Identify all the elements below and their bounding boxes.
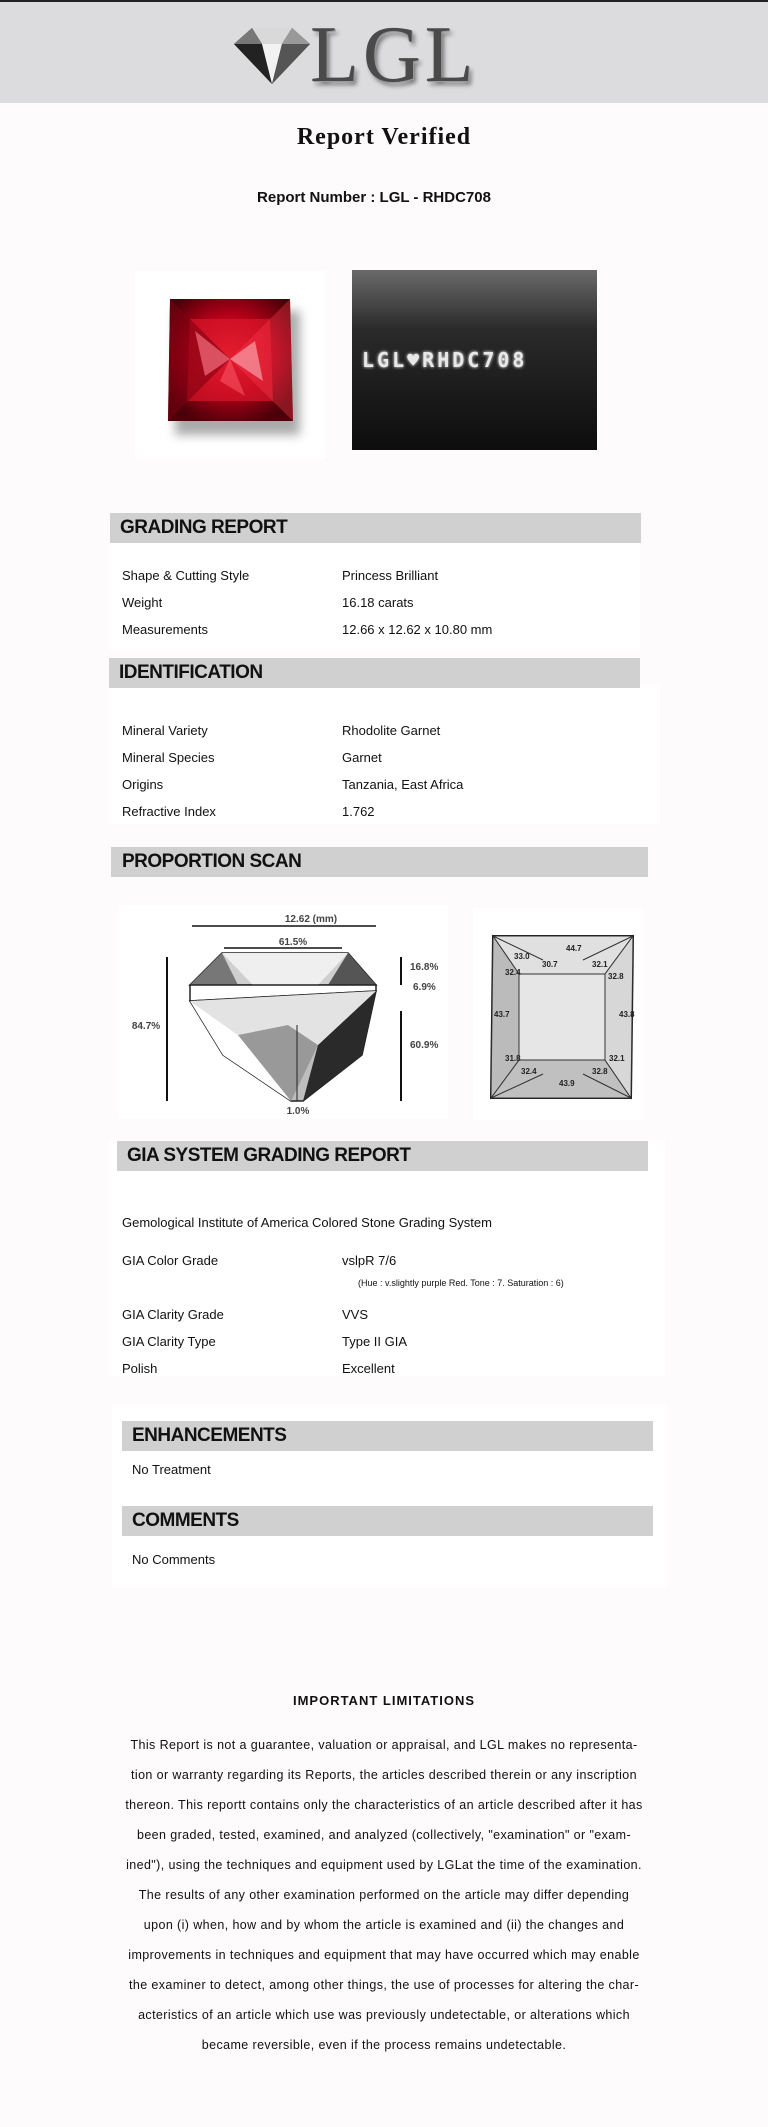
id-label-0: Mineral Variety	[122, 723, 208, 738]
top-val-4: 32.1	[592, 960, 608, 969]
gia-color-note: (Hue : v.slightly purple Red. Tone : 7. Saturation : 6)	[358, 1278, 564, 1288]
gia-value-0: vslpR 7/6	[342, 1253, 397, 1268]
scan-crown-label: 16.8%	[410, 962, 439, 973]
lgl-logo[interactable]	[232, 11, 492, 99]
top-val-10: 32.4	[521, 1067, 537, 1076]
inscription-photo	[352, 270, 597, 450]
top-val-0: 33.0	[514, 952, 530, 961]
id-label-3: Refractive Index	[122, 804, 216, 819]
limitations-line: the examiner to detect, among other things, the use of processes for altering the char-	[128, 1978, 640, 1992]
id-label-1: Mineral Species	[122, 750, 215, 765]
top-val-1: 44.7	[566, 944, 582, 953]
limitations-line: This Report is not a guarantee, valuation or appraisal, and LGL makes no representa-	[130, 1738, 638, 1752]
grading-value-1: 16.18 carats	[342, 595, 414, 610]
scan-depth-label: 84.7%	[131, 1021, 161, 1032]
top-val-8: 31.8	[505, 1054, 521, 1063]
top-view-diagram	[473, 908, 643, 1120]
id-value-1: Garnet	[342, 750, 382, 765]
enhancements-heading: ENHANCEMENTS	[122, 1421, 653, 1451]
id-value-2: Tanzania, East Africa	[342, 777, 464, 792]
gia-heading: GIA SYSTEM GRADING REPORT	[117, 1141, 648, 1171]
header-bar	[0, 0, 768, 103]
gia-subtitle: Gemological Institute of America Colored Stone Grading System	[122, 1215, 492, 1230]
limitations-line: ined"), using the techniques and equipment used by LGLat the time of the examination.	[126, 1858, 642, 1872]
limitations-line: thereon. This reportt contains only the characteristics of an article described after it has	[125, 1798, 643, 1812]
diamond-icon	[232, 22, 312, 86]
scan-width-label: 12.62 (mm)	[284, 914, 338, 925]
top-val-5: 32.8	[608, 972, 624, 981]
grading-label-0: Shape & Cutting Style	[122, 568, 250, 583]
comments-heading: COMMENTS	[122, 1506, 653, 1536]
limitations-line: acteristics of an article which use was previously undetectable, or alterations which	[138, 2008, 630, 2022]
gia-value-3: Excellent	[342, 1361, 395, 1376]
limitations-line: tion or warranty regarding its Reports, the articles described therein or any inscription	[131, 1768, 637, 1782]
grading-label-2: Measurements	[122, 622, 208, 637]
limitations-line: became reversible, even if the process remains undetectable.	[201, 2038, 567, 2052]
id-value-0: Rhodolite Garnet	[342, 723, 441, 738]
gia-label-3: Polish	[122, 1361, 158, 1376]
scan-table-label: 61.5%	[278, 937, 308, 948]
comments-text: No Comments	[132, 1552, 216, 1567]
gemstone-photo	[135, 271, 326, 459]
limitations-line: improvements in techniques and equipment that may have occurred which may enable	[128, 1948, 640, 1962]
top-val-3: 30.7	[542, 960, 558, 969]
id-label-2: Origins	[122, 777, 164, 792]
grading-value-2: 12.66 x 12.62 x 10.80 mm	[342, 622, 493, 637]
gia-label-0: GIA Color Grade	[122, 1253, 219, 1268]
gia-label-2: GIA Clarity Type	[122, 1334, 216, 1349]
top-val-2: 32.4	[505, 968, 521, 977]
identification-heading: IDENTIFICATION	[109, 658, 640, 688]
grading-value-0: Princess Brilliant	[342, 568, 439, 583]
page-title: Report Verified	[296, 124, 472, 150]
top-val-7: 43.8	[619, 1010, 635, 1019]
scan-girdle-label: 6.9%	[413, 982, 436, 993]
top-val-12: 43.9	[559, 1079, 575, 1088]
gia-value-1: VVS	[342, 1307, 369, 1322]
gia-label-1: GIA Clarity Grade	[122, 1307, 224, 1322]
limitations-line: The results of any other examination performed on the article may differ depending	[138, 1888, 630, 1902]
limitations-line: been graded, tested, examined, and analyzed (collectively, "examination" or "exam-	[136, 1828, 632, 1842]
enhancements-text: No Treatment	[132, 1462, 211, 1477]
top-val-11: 32.8	[592, 1067, 608, 1076]
inscription-text: LGL♥RHDC708	[362, 348, 528, 372]
scan-culet-label: 1.0%	[286, 1106, 310, 1117]
report-number: Report Number : LGL - RHDC708	[257, 189, 491, 206]
top-val-6: 43.7	[494, 1010, 510, 1019]
limitations-title: IMPORTANT LIMITATIONS	[292, 1693, 476, 1708]
gia-value-2: Type II GIA	[342, 1334, 408, 1349]
grading-report-heading: GRADING REPORT	[110, 513, 641, 543]
scan-pavilion-label: 60.9%	[410, 1040, 439, 1051]
proportion-scan-heading: PROPORTION SCAN	[111, 847, 648, 877]
grading-label-1: Weight	[122, 595, 163, 610]
id-value-3: 1.762	[342, 804, 375, 819]
top-val-9: 32.1	[609, 1054, 625, 1063]
side-profile-diagram	[118, 905, 448, 1119]
logo-text: LGL	[310, 11, 478, 99]
limitations-line: upon (i) when, how and by whom the article is examined and (ii) the changes and	[143, 1918, 625, 1932]
